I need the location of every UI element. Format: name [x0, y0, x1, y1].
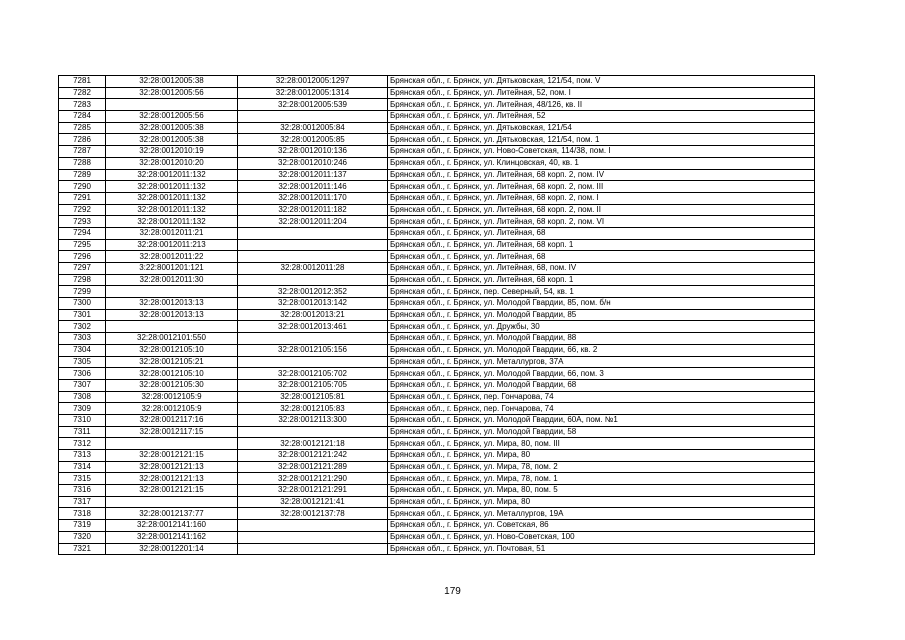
parent-cadastral-number-cell: 32:28:0012010:246: [238, 157, 388, 169]
table-row: [59, 111, 815, 123]
parent-cadastral-number-cell: 32:28:0012113:300: [238, 414, 388, 426]
table-row: [59, 496, 815, 508]
row-number-cell: 7301: [59, 309, 106, 321]
table-row: [59, 321, 815, 333]
address-cell: Брянская обл., г. Брянск, ул. Клинцовская, 40, кв. 1: [388, 157, 815, 169]
parent-cadastral-number-cell: 32:28:0012013:461: [238, 321, 388, 333]
cadastral-number-cell: 32:28:0012011:132: [106, 181, 238, 193]
cadastral-number-cell: [106, 496, 238, 508]
address-cell: Брянская обл., г. Брянск, ул. Молодой Гвардии, 66, пом. 3: [388, 368, 815, 380]
table-row: [59, 508, 815, 520]
row-number-cell: 7296: [59, 251, 106, 263]
address-cell: Брянская обл., г. Брянск, ул. Почтовая, 51: [388, 543, 815, 555]
row-number-cell: 7289: [59, 169, 106, 181]
row-number-cell: 7320: [59, 531, 106, 543]
address-cell: Брянская обл., г. Брянск, ул. Молодой Гвардии, 58: [388, 426, 815, 438]
table-row: [59, 485, 815, 497]
cadastral-number-cell: 32:28:0012013:13: [106, 298, 238, 310]
parent-cadastral-number-cell: 32:28:0012005:1297: [238, 76, 388, 88]
table-row: [59, 227, 815, 239]
cadastral-number-cell: 32:28:0012005:56: [106, 111, 238, 123]
row-number-cell: 7288: [59, 157, 106, 169]
address-cell: Брянская обл., г. Брянск, пер. Гончарова, 74: [388, 403, 815, 415]
parent-cadastral-number-cell: 32:28:0012005:1314: [238, 87, 388, 99]
parent-cadastral-number-cell: 32:28:0012013:21: [238, 309, 388, 321]
parent-cadastral-number-cell: [238, 251, 388, 263]
parent-cadastral-number-cell: 32:28:0012012:352: [238, 286, 388, 298]
cadastral-number-cell: 32:28:0012011:30: [106, 274, 238, 286]
row-number-cell: 7281: [59, 76, 106, 88]
cadastral-number-cell: 32:28:0012011:132: [106, 204, 238, 216]
row-number-cell: 7286: [59, 134, 106, 146]
parent-cadastral-number-cell: [238, 274, 388, 286]
row-number-cell: 7295: [59, 239, 106, 251]
table-row: [59, 344, 815, 356]
address-cell: Брянская обл., г. Брянск, ул. Дружбы, 30: [388, 321, 815, 333]
address-cell: Брянская обл., г. Брянск, ул. Дятьковская, 121/54: [388, 122, 815, 134]
address-cell: Брянская обл., г. Брянск, ул. Литейная, 48/126, кв. II: [388, 99, 815, 111]
cadastral-number-cell: 32:28:0012011:132: [106, 216, 238, 228]
cadastral-number-cell: 32:28:0012011:22: [106, 251, 238, 263]
parent-cadastral-number-cell: [238, 531, 388, 543]
cadastral-number-cell: 32:28:0012141:160: [106, 520, 238, 532]
address-cell: Брянская обл., г. Брянск, ул. Дятьковская, 121/54, пом. 1: [388, 134, 815, 146]
cadastral-number-cell: 32:28:0012101:550: [106, 333, 238, 345]
parent-cadastral-number-cell: [238, 426, 388, 438]
table-row: [59, 356, 815, 368]
parent-cadastral-number-cell: 32:28:0012121:290: [238, 473, 388, 485]
parent-cadastral-number-cell: 32:28:0012011:146: [238, 181, 388, 193]
cadastral-number-cell: 32:28:0012137:77: [106, 508, 238, 520]
cadastral-number-cell: 32:28:0012121:15: [106, 485, 238, 497]
page-number: 179: [444, 586, 461, 597]
parent-cadastral-number-cell: [238, 520, 388, 532]
table-row: [59, 181, 815, 193]
parent-cadastral-number-cell: 32:28:0012121:18: [238, 438, 388, 450]
address-cell: Брянская обл., г. Брянск, ул. Мира, 80: [388, 496, 815, 508]
table-row: [59, 76, 815, 88]
parent-cadastral-number-cell: [238, 227, 388, 239]
address-cell: Брянская обл., г. Брянск, ул. Молодой Гвардии, 85: [388, 309, 815, 321]
table-row: [59, 286, 815, 298]
address-cell: Брянская обл., г. Брянск, ул. Литейная, 68 корп. 1: [388, 274, 815, 286]
address-cell: Брянская обл., г. Брянск, ул. Литейная, 68 корп. 2, пом. I: [388, 192, 815, 204]
cadastral-number-cell: 32:28:0012005:38: [106, 76, 238, 88]
cadastral-number-cell: 32:28:0012010:19: [106, 146, 238, 158]
cadastral-number-cell: 32:28:0012005:38: [106, 134, 238, 146]
row-number-cell: 7315: [59, 473, 106, 485]
row-number-cell: 7307: [59, 379, 106, 391]
row-number-cell: 7297: [59, 263, 106, 275]
parent-cadastral-number-cell: 32:28:0012105:81: [238, 391, 388, 403]
address-cell: Брянская обл., г. Брянск, ул. Молодой Гвардии, 88: [388, 333, 815, 345]
parent-cadastral-number-cell: [238, 356, 388, 368]
table-row: [59, 122, 815, 134]
table-row: [59, 543, 815, 555]
table-row: [59, 239, 815, 251]
table-row: [59, 461, 815, 473]
address-cell: Брянская обл., г. Брянск, ул. Литейная, 68 корп. 2, пом. VI: [388, 216, 815, 228]
address-cell: Брянская обл., г. Брянск, ул. Ново-Советская, 114/38, пом. I: [388, 146, 815, 158]
cadastral-number-cell: 32:28:0012121:13: [106, 473, 238, 485]
table-row: [59, 438, 815, 450]
cadastral-number-cell: [106, 438, 238, 450]
table-row: [59, 251, 815, 263]
address-cell: Брянская обл., г. Брянск, ул. Литейная, 68 корп. 2, пом. II: [388, 204, 815, 216]
cadastral-number-cell: 32:28:0012105:10: [106, 344, 238, 356]
cadastral-number-cell: 32:28:0012117:15: [106, 426, 238, 438]
table-row: [59, 169, 815, 181]
row-number-cell: 7299: [59, 286, 106, 298]
table-row: [59, 146, 815, 158]
parent-cadastral-number-cell: [238, 111, 388, 123]
parent-cadastral-number-cell: 32:28:0012105:83: [238, 403, 388, 415]
address-cell: Брянская обл., г. Брянск, ул. Ново-Советская, 100: [388, 531, 815, 543]
address-cell: Брянская обл., г. Брянск, ул. Литейная, 68: [388, 251, 815, 263]
table-row: [59, 192, 815, 204]
cadastral-number-cell: 32:28:0012201:14: [106, 543, 238, 555]
row-number-cell: 7306: [59, 368, 106, 380]
address-cell: Брянская обл., г. Брянск, ул. Литейная, 68 корп. 1: [388, 239, 815, 251]
address-cell: Брянская обл., г. Брянск, пер. Гончарова, 74: [388, 391, 815, 403]
row-number-cell: 7318: [59, 508, 106, 520]
parent-cadastral-number-cell: [238, 333, 388, 345]
cadastral-number-cell: 32:28:0012121:13: [106, 461, 238, 473]
address-cell: Брянская обл., г. Брянск, ул. Дятьковская, 121/54, пом. V: [388, 76, 815, 88]
parent-cadastral-number-cell: [238, 543, 388, 555]
address-cell: Брянская обл., г. Брянск, ул. Молодой Гвардии, 66, кв. 2: [388, 344, 815, 356]
row-number-cell: 7312: [59, 438, 106, 450]
address-cell: Брянская обл., г. Брянск, ул. Литейная, 52, пом. I: [388, 87, 815, 99]
table-row: [59, 520, 815, 532]
cadastral-number-cell: 32:28:0012105:9: [106, 403, 238, 415]
row-number-cell: 7294: [59, 227, 106, 239]
row-number-cell: 7303: [59, 333, 106, 345]
address-cell: Брянская обл., г. Брянск, ул. Мира, 80, пом. III: [388, 438, 815, 450]
row-number-cell: 7285: [59, 122, 106, 134]
row-number-cell: 7293: [59, 216, 106, 228]
parent-cadastral-number-cell: 32:28:0012105:705: [238, 379, 388, 391]
address-cell: Брянская обл., г. Брянск, ул. Литейная, 52: [388, 111, 815, 123]
parent-cadastral-number-cell: 32:28:0012121:242: [238, 450, 388, 462]
parent-cadastral-number-cell: 32:28:0012137:78: [238, 508, 388, 520]
row-number-cell: 7314: [59, 461, 106, 473]
table-row: [59, 309, 815, 321]
table-row: [59, 391, 815, 403]
table-row: [59, 473, 815, 485]
address-cell: Брянская обл., г. Брянск, ул. Мира, 78, пом. 2: [388, 461, 815, 473]
cadastral-number-cell: 32:28:0012011:21: [106, 227, 238, 239]
row-number-cell: 7283: [59, 99, 106, 111]
cadastral-number-cell: [106, 321, 238, 333]
table-row: [59, 450, 815, 462]
table-row: [59, 99, 815, 111]
parent-cadastral-number-cell: 32:28:0012005:85: [238, 134, 388, 146]
cadastral-number-cell: 32:28:0012011:132: [106, 169, 238, 181]
row-number-cell: 7291: [59, 192, 106, 204]
row-number-cell: 7282: [59, 87, 106, 99]
table-row: [59, 204, 815, 216]
row-number-cell: 7302: [59, 321, 106, 333]
table-body: [59, 76, 815, 555]
parent-cadastral-number-cell: [238, 239, 388, 251]
parent-cadastral-number-cell: 32:28:0012105:156: [238, 344, 388, 356]
cadastral-number-cell: 32:28:0012005:56: [106, 87, 238, 99]
address-cell: Брянская обл., г. Брянск, ул. Металлургов, 37А: [388, 356, 815, 368]
cadastral-number-cell: 32:28:0012105:21: [106, 356, 238, 368]
parent-cadastral-number-cell: 32:28:0012011:137: [238, 169, 388, 181]
cadastral-number-cell: 32:28:0012105:9: [106, 391, 238, 403]
table-row: [59, 216, 815, 228]
cadastral-number-cell: [106, 286, 238, 298]
row-number-cell: 7287: [59, 146, 106, 158]
table-row: [59, 263, 815, 275]
cadastral-number-cell: 32:28:0012005:38: [106, 122, 238, 134]
row-number-cell: 7309: [59, 403, 106, 415]
address-cell: Брянская обл., г. Брянск, ул. Мира, 80, пом. 5: [388, 485, 815, 497]
table-row: [59, 87, 815, 99]
address-cell: Брянская обл., г. Брянск, ул. Литейная, 68 корп. 2, пом. IV: [388, 169, 815, 181]
row-number-cell: 7305: [59, 356, 106, 368]
cadastral-number-cell: [106, 99, 238, 111]
parent-cadastral-number-cell: 32:28:0012011:170: [238, 192, 388, 204]
row-number-cell: 7313: [59, 450, 106, 462]
property-registry-table: [58, 75, 815, 555]
address-cell: Брянская обл., г. Брянск, ул. Мира, 80: [388, 450, 815, 462]
table-row: [59, 379, 815, 391]
row-number-cell: 7304: [59, 344, 106, 356]
table-row: [59, 414, 815, 426]
cadastral-number-cell: 32:28:0012013:13: [106, 309, 238, 321]
row-number-cell: 7316: [59, 485, 106, 497]
parent-cadastral-number-cell: 32:28:0012011:204: [238, 216, 388, 228]
parent-cadastral-number-cell: 32:28:0012121:41: [238, 496, 388, 508]
address-cell: Брянская обл., г. Брянск, ул. Литейная, 68: [388, 227, 815, 239]
table-row: [59, 426, 815, 438]
address-cell: Брянская обл., г. Брянск, ул. Молодой Гвардии, 68: [388, 379, 815, 391]
row-number-cell: 7317: [59, 496, 106, 508]
address-cell: Брянская обл., г. Брянск, ул. Молодой Гвардии, 85, пом. б/н: [388, 298, 815, 310]
address-cell: Брянская обл., г. Брянск, ул. Литейная, 68 корп. 2, пом. III: [388, 181, 815, 193]
address-cell: Брянская обл., г. Брянск, ул. Советская, 86: [388, 520, 815, 532]
row-number-cell: 7310: [59, 414, 106, 426]
address-cell: Брянская обл., г. Брянск, ул. Металлургов, 19А: [388, 508, 815, 520]
row-number-cell: 7290: [59, 181, 106, 193]
table-row: [59, 134, 815, 146]
row-number-cell: 7284: [59, 111, 106, 123]
table-row: [59, 333, 815, 345]
cadastral-number-cell: 3:22:8001201:121: [106, 263, 238, 275]
parent-cadastral-number-cell: 32:28:0012121:291: [238, 485, 388, 497]
cadastral-number-cell: 32:28:0012010:20: [106, 157, 238, 169]
table-row: [59, 531, 815, 543]
address-cell: Брянская обл., г. Брянск, ул. Мира, 78, пом. 1: [388, 473, 815, 485]
cadastral-number-cell: 32:28:0012105:30: [106, 379, 238, 391]
cadastral-number-cell: 32:28:0012105:10: [106, 368, 238, 380]
address-cell: Брянская обл., г. Брянск, пер. Северный, 54, кв. 1: [388, 286, 815, 298]
parent-cadastral-number-cell: 32:28:0012121:289: [238, 461, 388, 473]
row-number-cell: 7298: [59, 274, 106, 286]
table-row: [59, 157, 815, 169]
cadastral-number-cell: 32:28:0012011:213: [106, 239, 238, 251]
row-number-cell: 7292: [59, 204, 106, 216]
cadastral-number-cell: 32:28:0012011:132: [106, 192, 238, 204]
table-row: [59, 403, 815, 415]
table-row: [59, 368, 815, 380]
parent-cadastral-number-cell: 32:28:0012005:539: [238, 99, 388, 111]
parent-cadastral-number-cell: 32:28:0012005:84: [238, 122, 388, 134]
address-cell: Брянская обл., г. Брянск, ул. Молодой Гвардии, 60А, пом. №1: [388, 414, 815, 426]
row-number-cell: 7321: [59, 543, 106, 555]
cadastral-number-cell: 32:28:0012141:162: [106, 531, 238, 543]
parent-cadastral-number-cell: 32:28:0012010:136: [238, 146, 388, 158]
cadastral-number-cell: 32:28:0012117:16: [106, 414, 238, 426]
parent-cadastral-number-cell: 32:28:0012011:28: [238, 263, 388, 275]
row-number-cell: 7300: [59, 298, 106, 310]
table-row: [59, 274, 815, 286]
address-cell: Брянская обл., г. Брянск, ул. Литейная, 68, пом. IV: [388, 263, 815, 275]
row-number-cell: 7308: [59, 391, 106, 403]
parent-cadastral-number-cell: 32:28:0012011:182: [238, 204, 388, 216]
parent-cadastral-number-cell: 32:28:0012105:702: [238, 368, 388, 380]
table-row: [59, 298, 815, 310]
parent-cadastral-number-cell: 32:28:0012013:142: [238, 298, 388, 310]
row-number-cell: 7319: [59, 520, 106, 532]
row-number-cell: 7311: [59, 426, 106, 438]
cadastral-number-cell: 32:28:0012121:15: [106, 450, 238, 462]
